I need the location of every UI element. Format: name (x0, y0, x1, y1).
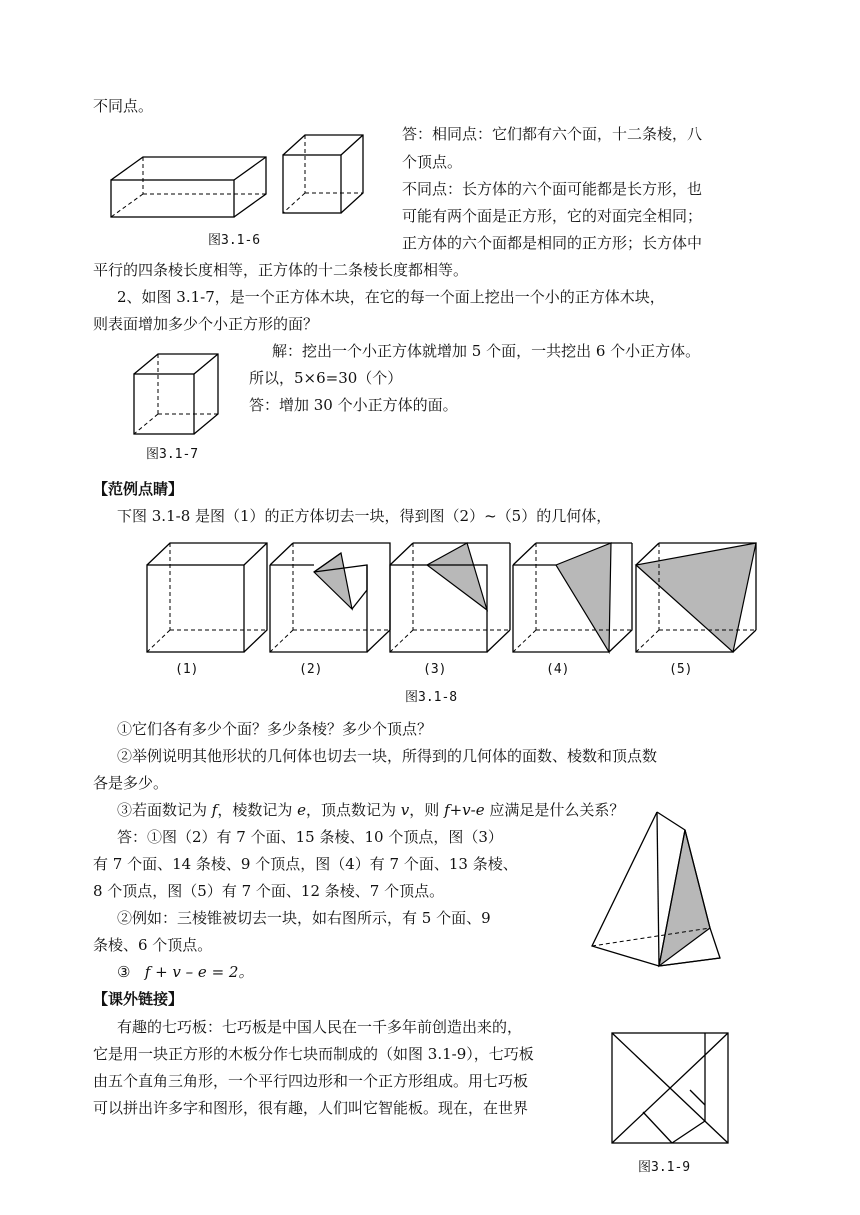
figure-label-2: (2) (299, 662, 323, 677)
answer-line: ②例如：三棱锥被切去一块，如右图所示，有 5 个面、9 (117, 909, 491, 927)
paragraph-line: 由五个直角三角形，一个平行四边形和一个正方形组成。用七巧板 (93, 1072, 529, 1090)
paragraph-line: 有趣的七巧板：七巧板是中国人民在一千多年前创造出来的， (117, 1018, 523, 1036)
figure-caption: 图3.1-7 (146, 447, 199, 462)
figure-caption: 图3.1-6 (208, 233, 261, 248)
answer-line: 答：①图（2）有 7 个面、15 条棱、10 个顶点，图（3） (117, 828, 503, 846)
paragraph-line: 可以拼出许多字和图形，很有趣，人们叫它智能板。现在，在世界 (93, 1099, 529, 1117)
answer-line (117, 961, 253, 983)
figure-label-1: (1) (175, 662, 199, 677)
question-line: 各是多少。 (93, 774, 169, 792)
var-v: v (400, 801, 410, 819)
text-run: 应满足是什么关系？ (484, 801, 625, 819)
section-heading: 【范例点睛】 (93, 480, 184, 498)
question-line: ①它们各有多少个面？多少条棱？多少个顶点？ (117, 720, 433, 738)
question-line: 2、如图 3.1-7，是一个正方体木块，在它的每一个面上挖出一个小的正方体木块， (117, 288, 665, 306)
answer-line: 正方体的六个面都是相同的正方形；长方体中 (402, 234, 703, 252)
text-run: ，棱数记为 (217, 801, 298, 819)
figure-caption: 图3.1-8 (405, 690, 458, 705)
var-f: f (211, 801, 218, 819)
answer-line: 个顶点。 (402, 153, 463, 171)
text-run: ③ (117, 963, 131, 981)
answer-line: 有 7 个面、14 条棱、9 个顶点，图（4）有 7 个面、13 条棱、 (93, 855, 518, 873)
solution-line: 答：增加 30 个小正方体的面。 (249, 396, 458, 414)
figure-label-5: (5) (669, 662, 693, 677)
text-line: 不同点。 (93, 97, 154, 115)
figure-label-3: (3) (423, 662, 447, 677)
formula: f + v – e = 2。 (144, 963, 254, 981)
section-heading: 【课外链接】 (93, 990, 184, 1008)
answer-line: 不同点：长方体的六个面可能都是长方形，也 (402, 180, 703, 198)
figure-label-4: (4) (546, 662, 570, 677)
expr: f+v-e (444, 801, 485, 819)
question-line: 则表面增加多少个小正方形的面？ (93, 315, 319, 333)
figure-caption: 图3.1-9 (638, 1160, 691, 1175)
var-e: e (297, 801, 307, 819)
question-line (117, 799, 624, 821)
answer-line: 8 个顶点，图（5）有 7 个面、12 条棱、7 个顶点。 (93, 882, 445, 900)
text-run: ③若面数记为 (117, 801, 212, 819)
text-run: ，则 (409, 801, 445, 819)
answer-line: 条棱、6 个顶点。 (93, 936, 213, 954)
example-intro: 下图 3.1-8 是图（1）的正方体切去一块，得到图（2）~（5）的几何体， (117, 507, 612, 525)
figure-tangram (0, 0, 1, 1)
paragraph-line: 它是用一块正方形的木板分作七块而制成的（如图 3.1-9），七巧板 (93, 1045, 534, 1063)
answer-line: 答：相同点：它们都有六个面，十二条棱，八 (402, 125, 703, 143)
text-run: ，顶点数记为 (306, 801, 401, 819)
solution-line: 所以，5×6=30（个） (249, 369, 403, 387)
solution-line: 解：挖出一个小正方体就增加 5 个面，一共挖出 6 个小正方体。 (272, 342, 701, 360)
answer-line: 可能有两个面是正方形，它的对面完全相同； (402, 207, 703, 225)
question-line: ②举例说明其他形状的几何体也切去一块，所得到的几何体的面数、棱数和顶点数 (117, 747, 658, 765)
answer-line: 平行的四条棱长度相等，正方体的十二条棱长度都相等。 (93, 261, 469, 279)
